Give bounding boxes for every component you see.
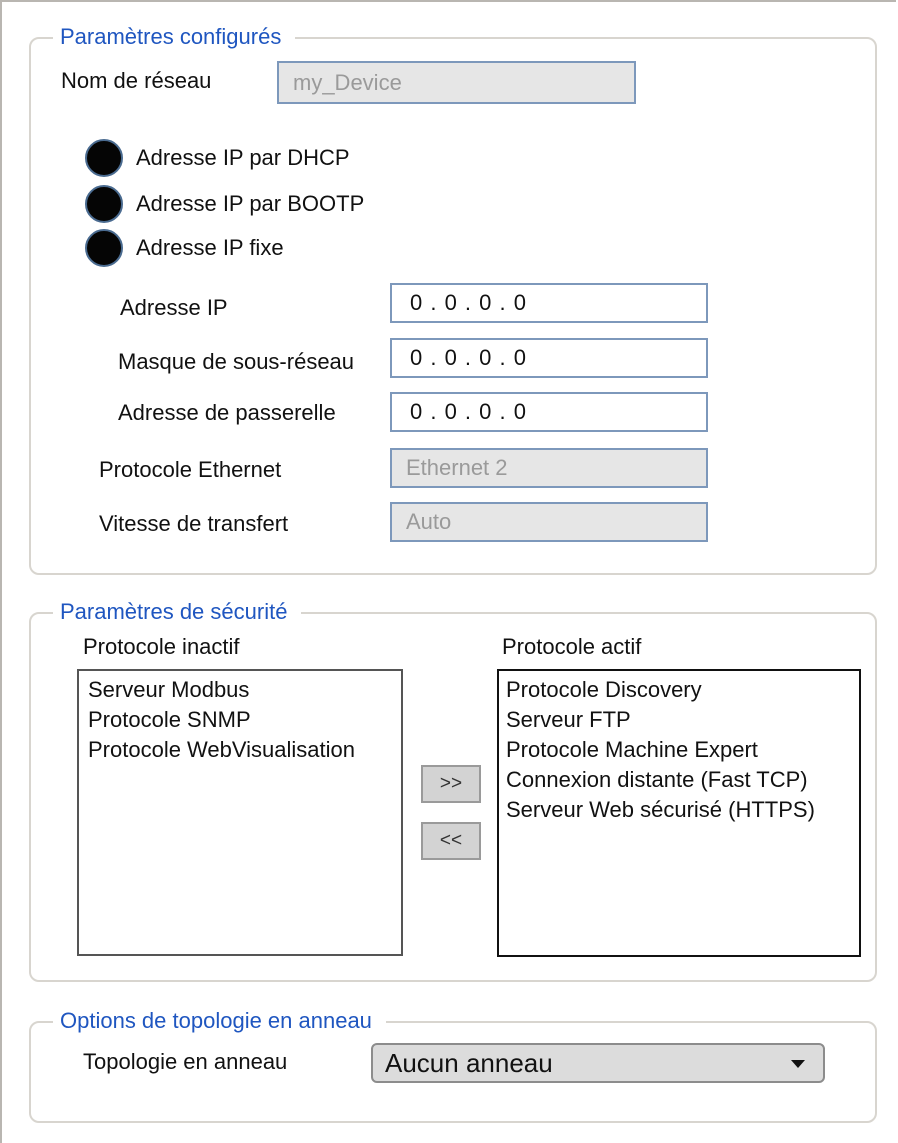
list-item[interactable]: Protocole Machine Expert: [506, 737, 758, 762]
network-name-label: Nom de réseau: [61, 68, 212, 93]
subnet-mask-field[interactable]: 0 . 0 . 0 . 0: [390, 338, 708, 378]
dhcp-radio[interactable]: [85, 139, 123, 177]
list-item[interactable]: Serveur Web sécurisé (HTTPS): [506, 797, 815, 822]
bootp-radio[interactable]: [85, 185, 123, 223]
active-protocol-label: Protocole actif: [502, 634, 642, 659]
transfer-speed-field[interactable]: Auto: [390, 502, 708, 542]
network-name-field[interactable]: my_Device: [277, 61, 636, 104]
gateway-field[interactable]: 0 . 0 . 0 . 0: [390, 392, 708, 432]
ethernet-protocol-field[interactable]: Ethernet 2: [390, 448, 708, 488]
subnet-mask-label: Masque de sous-réseau: [118, 349, 355, 374]
window-left-edge: [0, 0, 2, 1143]
chevron-down-icon: [791, 1060, 805, 1068]
list-item[interactable]: Protocole WebVisualisation: [88, 737, 356, 762]
ip-address-field[interactable]: 0 . 0 . 0 . 0: [390, 283, 708, 323]
fixed-ip-radio-label: Adresse IP fixe: [136, 235, 284, 260]
transfer-speed-label: Vitesse de transfert: [99, 511, 289, 536]
ethernet-protocol-label: Protocole Ethernet: [99, 457, 282, 482]
active-protocol-list[interactable]: [497, 669, 861, 957]
window-top-edge: [0, 0, 896, 2]
list-item[interactable]: Protocole SNMP: [88, 707, 251, 732]
ip-address-label: Adresse IP: [120, 295, 228, 320]
list-item[interactable]: Serveur Modbus: [88, 677, 250, 702]
dhcp-radio-label: Adresse IP par DHCP: [136, 145, 350, 170]
remove-protocol-button[interactable]: <<: [421, 822, 481, 860]
list-item[interactable]: Protocole Discovery: [506, 677, 702, 702]
inactive-protocol-label: Protocole inactif: [83, 634, 240, 659]
ring-topology-title: Options de topologie en anneau: [53, 1007, 386, 1035]
ring-topology-dropdown[interactable]: [371, 1043, 825, 1083]
fixed-ip-radio[interactable]: [85, 229, 123, 267]
ring-topology-label: Topologie en anneau: [83, 1049, 288, 1074]
ring-topology-value: Aucun anneau: [385, 1048, 553, 1078]
add-protocol-button[interactable]: >>: [421, 765, 481, 803]
configured-parameters-title: Paramètres configurés: [53, 23, 295, 51]
list-item[interactable]: Serveur FTP: [506, 707, 631, 732]
list-item[interactable]: Connexion distante (Fast TCP): [506, 767, 808, 792]
security-parameters-title: Paramètres de sécurité: [53, 598, 301, 626]
gateway-label: Adresse de passerelle: [118, 400, 336, 425]
inactive-protocol-list[interactable]: [77, 669, 403, 956]
bootp-radio-label: Adresse IP par BOOTP: [136, 191, 365, 216]
